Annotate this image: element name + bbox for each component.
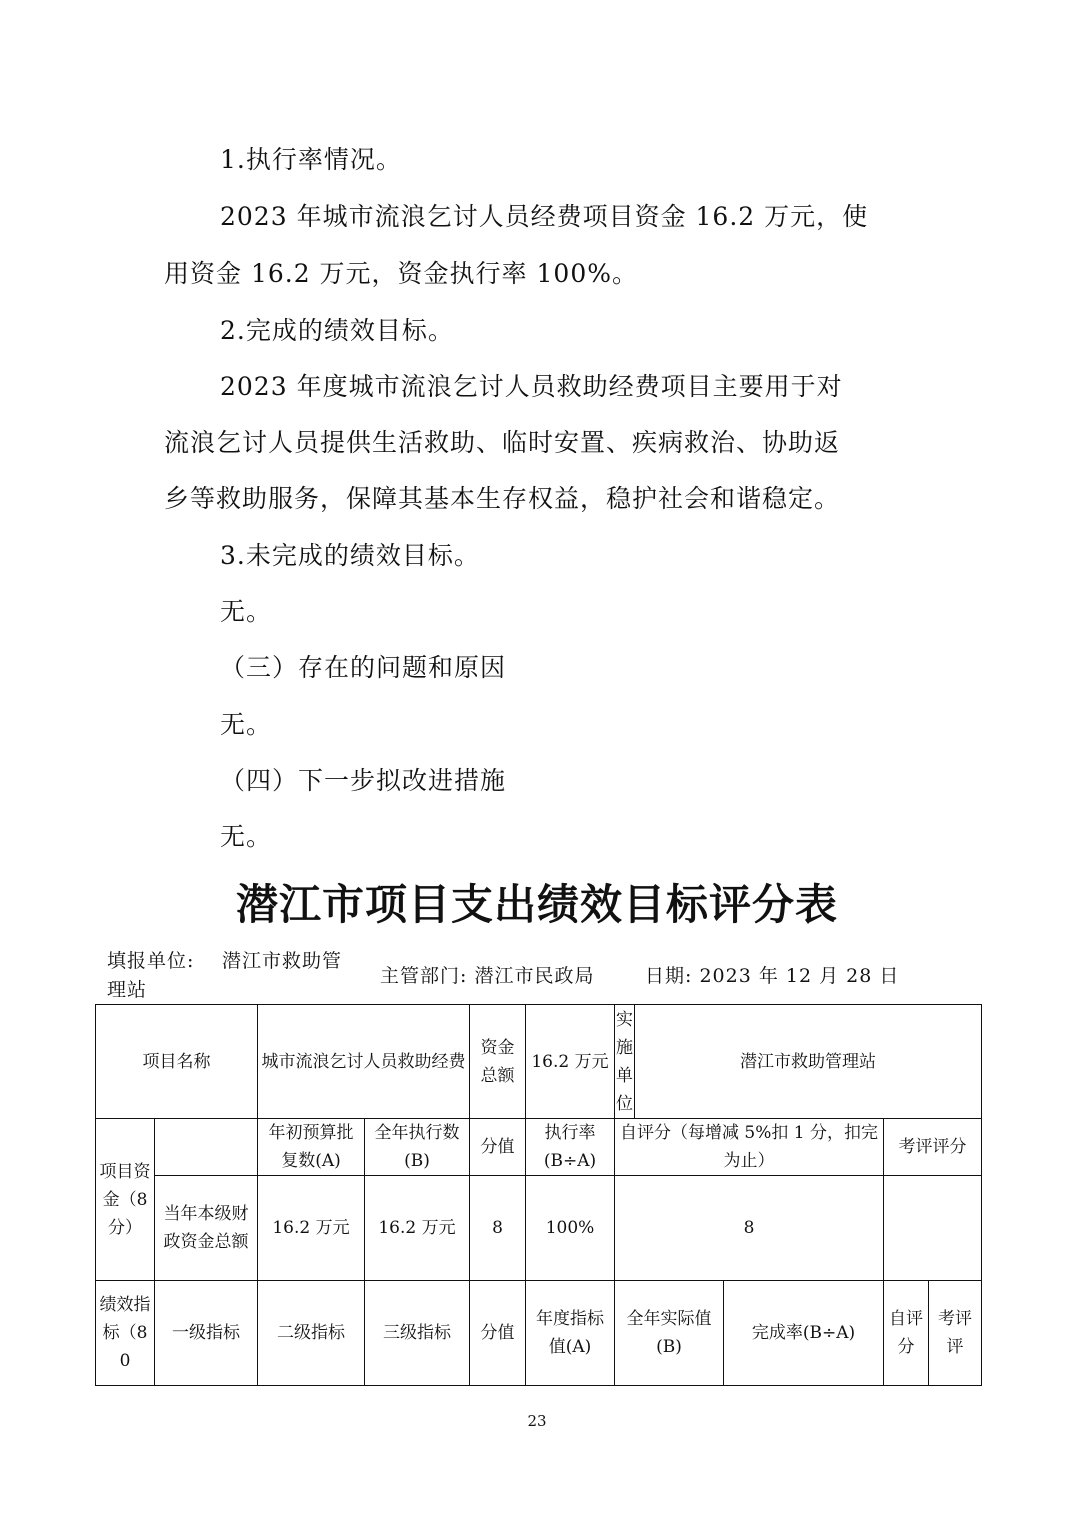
budget-value: 16.2 万元: [258, 1176, 365, 1281]
table-row: [96, 1119, 982, 1176]
fund-section-label: 项目资金（8分）: [96, 1119, 155, 1281]
project-name-label: 项目名称: [96, 1005, 258, 1119]
score-value: 8: [470, 1176, 526, 1281]
paragraph: 流浪乞讨人员提供生活救助、临时安置、疾病救治、协助返: [164, 428, 841, 457]
header-perf-self: 自评分: [884, 1281, 929, 1386]
unit-value-cont: 理站: [107, 979, 148, 1001]
paragraph: 2023 年度城市流浪乞讨人员救助经费项目主要用于对: [220, 372, 843, 401]
paragraph: 无。: [220, 597, 273, 626]
table-row: [96, 1005, 982, 1119]
project-name-value: 城市流浪乞讨人员救助经费: [258, 1005, 470, 1119]
exec-value: 16.2 万元: [365, 1176, 470, 1281]
fund-total-value: 16.2 万元: [526, 1005, 615, 1119]
header-level2: 二级指标: [258, 1281, 365, 1386]
paragraph: 3.未完成的绩效目标。: [220, 541, 480, 570]
table-row: [96, 1281, 982, 1386]
header-exec: 全年执行数(B): [365, 1119, 470, 1176]
supervising-dept: 主管部门: 潜江市民政局: [380, 965, 595, 987]
header-self-score: 自评分（每增减 5%扣 1 分，扣完为止）: [615, 1119, 884, 1176]
unit-label: 填报单位:: [107, 950, 195, 972]
impl-unit-value: 潜江市救助管理站: [635, 1005, 982, 1119]
empty-cell: [155, 1119, 258, 1176]
self-score-value: 8: [615, 1176, 884, 1281]
header-perf-review: 考评评: [929, 1281, 982, 1386]
paragraph: 无。: [220, 710, 273, 739]
paragraph: （三）存在的问题和原因: [220, 653, 507, 682]
fin-fund-label: 当年本级财政资金总额: [155, 1176, 258, 1281]
paragraph: 2023 年城市流浪乞讨人员经费项目资金 16.2 万元，使: [220, 202, 869, 231]
header-budget: 年初预算批复数(A): [258, 1119, 365, 1176]
header-perf-score: 分值: [470, 1281, 526, 1386]
header-target: 年度指标值(A): [526, 1281, 615, 1386]
rate-value: 100%: [526, 1176, 615, 1281]
unit-value: 潜江市救助管: [222, 950, 343, 972]
paragraph: 用资金 16.2 万元，资金执行率 100%。: [164, 259, 638, 288]
header-rate: 执行率(B÷A): [526, 1119, 615, 1176]
table-row: [96, 1176, 982, 1281]
impl-unit-label: 实施单位: [615, 1005, 635, 1119]
table-title: 潜江市项目支出绩效目标评分表: [235, 880, 838, 929]
report-date: 日期: 2023 年 12 月 28 日: [645, 965, 900, 987]
header-score: 分值: [470, 1119, 526, 1176]
perf-section-label: 绩效指标（80: [96, 1281, 155, 1386]
paragraph: 无。: [220, 822, 273, 851]
header-completion: 完成率(B÷A): [724, 1281, 884, 1386]
paragraph: 乡等救助服务，保障其基本生存权益，稳护社会和谐稳定。: [164, 484, 841, 513]
header-actual: 全年实际值(B): [615, 1281, 724, 1386]
header-review-score: 考评评分: [884, 1119, 982, 1176]
review-score-value: [884, 1176, 982, 1281]
paragraph: 2.完成的绩效目标。: [220, 316, 454, 345]
paragraph: 1.执行率情况。: [220, 145, 402, 174]
header-level1: 一级指标: [155, 1281, 258, 1386]
page-number: 23: [527, 1412, 547, 1430]
score-table: [95, 1004, 982, 1386]
fund-total-label: 资金总额: [470, 1005, 526, 1119]
header-level3: 三级指标: [365, 1281, 470, 1386]
paragraph: （四）下一步拟改进措施: [220, 766, 507, 795]
